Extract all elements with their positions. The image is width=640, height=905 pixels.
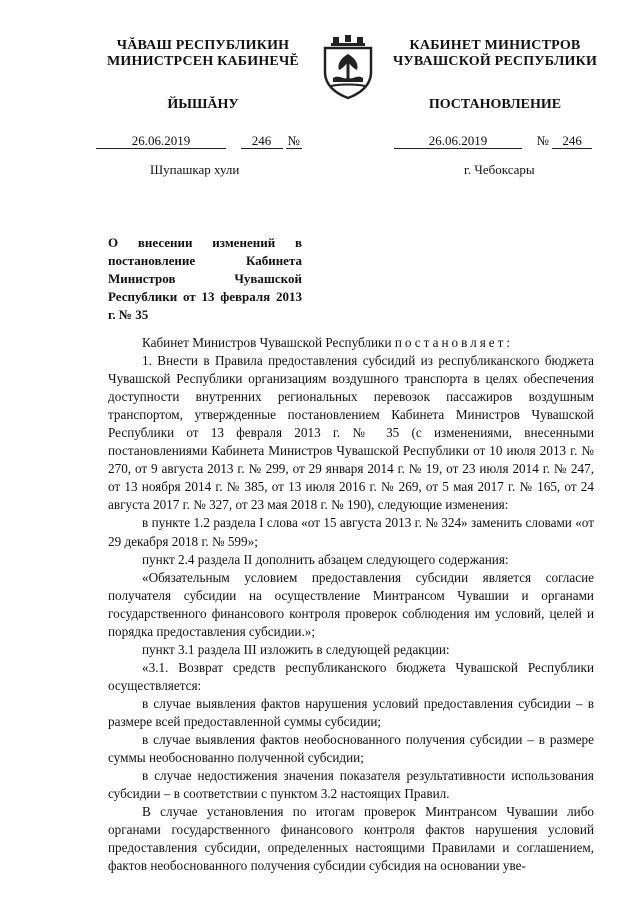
right-no-sign: № — [536, 133, 549, 148]
left-doc-type: ЙЫШĂНУ — [167, 97, 239, 112]
chuvash-coat-of-arms-icon — [319, 34, 377, 100]
document-body — [108, 334, 594, 875]
paragraph-5: пункт 3.1 раздела III изложить в следующей редакции: — [142, 641, 450, 657]
intro-decrees: постановляет: — [394, 335, 514, 350]
paragraph-6: «3.1. Возврат средств республиканского бюджета Чувашской Республики осуществляется: — [108, 659, 594, 693]
header-left-organization — [96, 38, 310, 70]
paragraph-10: В случае установления по итогам проверок Минтрансом Чувашии либо органами государственного финансового контроля фактов нарушения условий предоставления субсидии, определенных настоящими Правилами и соглашением, фактов необоснованного получения субсидии субсидия на основании уве- — [108, 804, 594, 874]
left-number: 246 — [241, 133, 283, 149]
right-date: 26.06.2019 — [394, 133, 522, 149]
right-org-line1: КАБИНЕТ МИНИСТРОВ — [409, 38, 581, 53]
document-subject: О внесении изменений в постановление Кабинета Министров Чувашской Республики от 13 февраля 2013 г. № 35 — [108, 235, 302, 322]
date-number-right — [394, 133, 592, 149]
left-org-line1: ЧĂВАШ РЕСПУБЛИКИН — [116, 38, 290, 53]
right-doc-type: ПОСТАНОВЛЕНИЕ — [428, 97, 562, 112]
intro-paragraph — [108, 334, 594, 352]
paragraph-7: в случае выявления фактов нарушения условий предоставления субсидии – в размере всей предоставленной суммы субсидии; — [108, 695, 594, 729]
city-right: г. Чебоксары — [464, 162, 535, 177]
paragraph-2: в пункте 1.2 раздела I слова «от 15 августа 2013 г. № 324» заменить словами «от 29 декабря 2018 г. № 599»; — [108, 515, 594, 549]
intro-issuer: Кабинет Министров Чувашской Республики — [142, 335, 392, 350]
date-number-left — [96, 133, 302, 149]
city-left: Шупашкар хули — [150, 162, 240, 177]
left-org-line2: МИНИСТРСЕН КАБИНЕЧĔ — [107, 54, 299, 69]
left-date: 26.06.2019 — [96, 133, 226, 149]
paragraph-9: в случае недостижения значения показателя результативности использования субсидии – в соответствии с пунктом 3.2 настоящих Правил. — [108, 768, 594, 802]
header-right-organization — [384, 38, 606, 70]
left-no-sign: № — [287, 133, 300, 148]
paragraph-3: пункт 2.4 раздела II дополнить абзацем следующего содержания: — [142, 551, 509, 567]
right-org-line2: ЧУВАШСКОЙ РЕСПУБЛИКИ — [392, 54, 598, 69]
paragraph-1: 1. Внести в Правила предоставления субсидий из республиканского бюджета Чувашской Республики организациям воздушного транспорта в целях обеспечения доступности внутренних региональных перевозок пассажиров воздушным транспортом, утвержденные постановлением Кабинета Министров Чувашской Республики от 13 февраля 2013 г. № 35 (с изменениями, внесенными постановлениями Кабинета Министров Чувашской Республики от 10 июля 2013 г. № 270, от 9 августа 2013 г. № 299, от 29 января 2014 г. № 19, от 23 июля 2014 г. № 247, от 13 ноября 2014 г. № 385, от 13 июля 2016 г. № 269, от 5 мая 2017 г. № 165, от 24 августа 2017 г. № 327, от 23 мая 2018 г. № 190), следующие изменения: — [108, 353, 594, 513]
right-number: 246 — [552, 133, 592, 149]
paragraph-8: в случае выявления фактов необоснованного получения субсидии – в размере суммы необоснованно полученной субсидии; — [108, 732, 594, 766]
paragraph-4: «Обязательным условием предоставления субсидии является согласие получателя субсидии на осуществление Минтрансом Чувашии и органами государственного финансового контроля проверок соблюдения им условий, целей и порядка предоставления субсидии.»; — [108, 569, 594, 639]
